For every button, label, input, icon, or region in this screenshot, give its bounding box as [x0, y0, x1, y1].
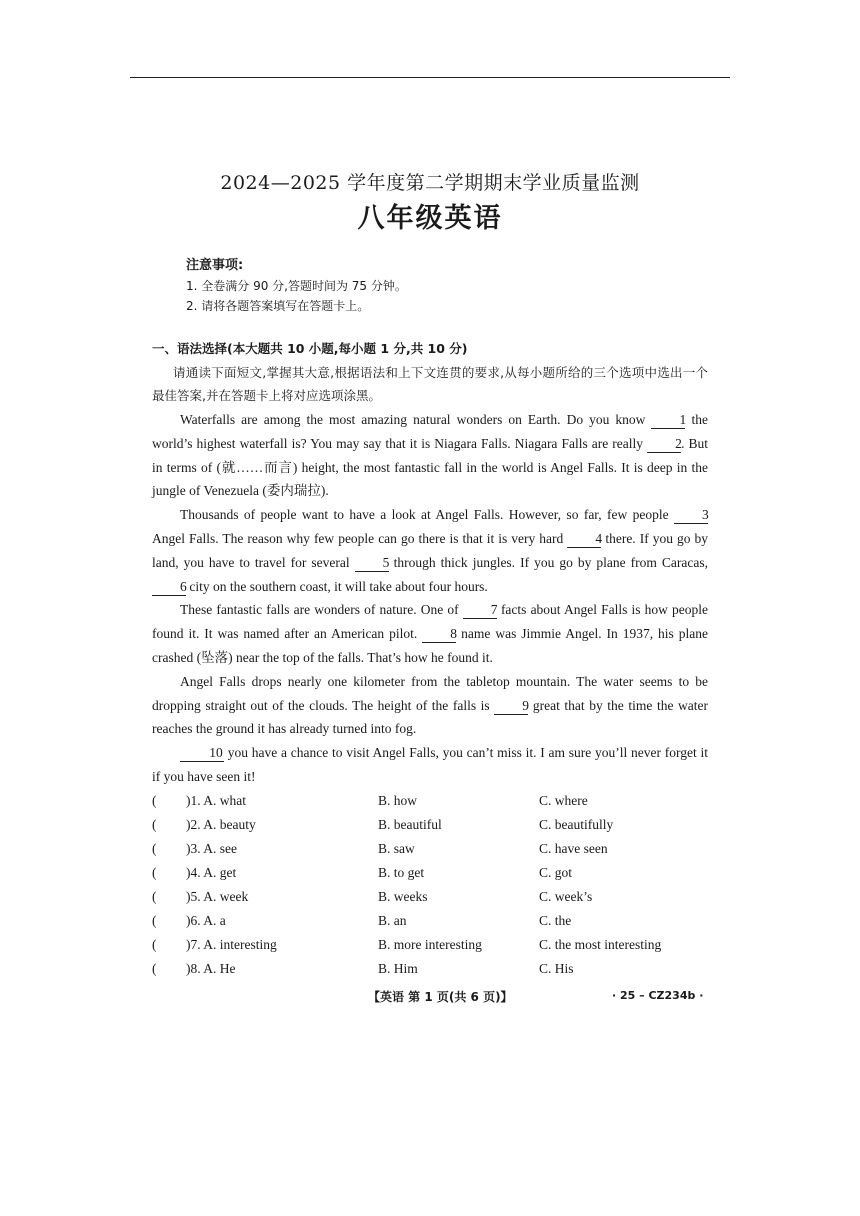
blank-5: 5	[355, 555, 389, 572]
passage-text: facts about Angel Falls is how people found it. It was named after an American pilot.	[152, 602, 709, 642]
section-instructions: 请通读下面短文,掌握其大意,根据语法和上下文连贯的要求,从每小题所给的三个选项中选出一个最佳答案,并在答题卡上将对应选项涂黑。	[152, 365, 708, 403]
question-6-options	[152, 909, 712, 933]
subject-title: 八年级英语	[357, 203, 503, 234]
blank-9: 9	[494, 698, 528, 715]
answer-paren: (	[152, 961, 157, 976]
note-item-2: 2. 请将各题答案填写在答题卡上。	[186, 299, 370, 313]
blank-10: 10	[180, 745, 224, 762]
answer-paren: (	[152, 889, 157, 904]
option-b: B. how	[378, 793, 418, 808]
option-b: B. saw	[378, 841, 415, 856]
footer-page-number: 【英语 第 1 页(共 6 页)】	[368, 990, 513, 1004]
answer-paren: (	[152, 817, 157, 832]
option-a: )1. A. what	[186, 793, 246, 808]
option-a: )7. A. interesting	[186, 937, 277, 952]
passage-paragraph-5	[152, 741, 708, 789]
passage-paragraph-3	[152, 598, 708, 669]
option-b: B. to get	[378, 865, 425, 880]
question-4-options	[152, 861, 712, 885]
passage-paragraph-2	[152, 503, 708, 598]
blank-6: 6	[152, 579, 186, 596]
blank-2: 2	[647, 436, 681, 453]
passage-text: name was Jimmie Angel. In 1937, his plane crashed (坠落) near the top of the falls. That’s how he found it.	[152, 626, 708, 665]
options-list	[152, 789, 712, 981]
exam-title: 2024—2025 学年度第二学期期末学业质量监测	[220, 172, 640, 194]
notes-block	[186, 256, 407, 316]
passage-text: Waterfalls are among the most amazing natural wonders on Earth. Do you know	[180, 412, 652, 427]
question-8-options	[152, 957, 712, 981]
option-a: )3. A. see	[186, 841, 237, 856]
passage-text: you have a chance to visit Angel Falls, you can’t miss it. I am sure you’ll never forget it if you have seen it!	[152, 745, 708, 784]
question-3-options	[152, 837, 712, 861]
option-a: )5. A. week	[186, 889, 249, 904]
passage-text: . But in terms of (就……而言) height, the most fantastic fall in the world is Angel Falls. It is deep in the jungle of Venezuela (委内瑞拉).	[152, 435, 708, 499]
question-5-options	[152, 885, 712, 909]
footer-code: · 25 – CZ234b ·	[612, 989, 704, 1002]
option-a: )8. A. He	[186, 961, 236, 976]
answer-paren: (	[152, 841, 157, 856]
answer-paren: (	[152, 865, 157, 880]
answer-paren: (	[152, 937, 157, 952]
option-c: C. the most interesting	[539, 937, 662, 952]
passage	[152, 408, 708, 789]
option-c: C. His	[539, 961, 574, 976]
option-b: B. an	[378, 913, 407, 928]
passage-paragraph-1	[152, 408, 708, 503]
passage-text: through thick jungles. If you go by plane from Caracas,	[388, 554, 708, 570]
answer-paren: (	[152, 913, 157, 928]
option-c: C. the	[539, 913, 572, 928]
passage-text: These fantastic falls are wonders of nature. One of	[180, 602, 463, 618]
passage-text: great that by the time the water reaches the ground it has already turned into fog.	[152, 697, 708, 737]
option-a: )2. A. beauty	[186, 817, 256, 832]
option-c: C. where	[539, 793, 588, 808]
question-1-options	[152, 789, 712, 813]
blank-3: 3	[674, 507, 708, 524]
top-rule	[130, 77, 730, 78]
note-item-1: 1. 全卷满分 90 分,答题时间为 75 分钟。	[186, 279, 407, 293]
option-c: C. week’s	[539, 889, 593, 904]
option-b: B. weeks	[378, 889, 428, 904]
question-2-options	[152, 813, 712, 837]
passage-text: city on the southern coast, it will take about four hours.	[186, 578, 488, 594]
option-c: C. beautifully	[539, 817, 614, 832]
blank-4: 4	[567, 531, 601, 548]
passage-text: the world’s highest waterfall is? You may say that it is Niagara Falls. Niagara Falls are really	[152, 412, 708, 451]
notes-heading: 注意事项:	[186, 258, 244, 273]
option-c: C. got	[539, 865, 573, 880]
question-7-options	[152, 933, 712, 957]
option-b: B. beautiful	[378, 817, 442, 832]
passage-text: Thousands of people want to have a look at Angel Falls. However, so far, few people	[180, 507, 674, 523]
passage-paragraph-4	[152, 670, 708, 741]
passage-text: Angel Falls. The reason why few people can go there is that it is very hard	[152, 530, 568, 546]
blank-7: 7	[463, 602, 497, 619]
option-a: )4. A. get	[186, 865, 237, 880]
passage-text: Angel Falls drops nearly one kilometer from the tabletop mountain. The water seems to be dropping straight out of the clouds. The height of the falls is	[152, 673, 708, 713]
option-c: C. have seen	[539, 841, 608, 856]
passage-text: there. If you go by land, you have to travel for several	[152, 530, 708, 570]
option-b: B. Him	[378, 961, 418, 976]
section-heading: 一、语法选择(本大题共 10 小题,每小题 1 分,共 10 分)	[152, 341, 468, 356]
option-b: B. more interesting	[378, 937, 482, 952]
blank-8: 8	[422, 626, 456, 643]
option-a: )6. A. a	[186, 913, 226, 928]
blank-1: 1	[651, 412, 685, 429]
answer-paren: (	[152, 793, 157, 808]
